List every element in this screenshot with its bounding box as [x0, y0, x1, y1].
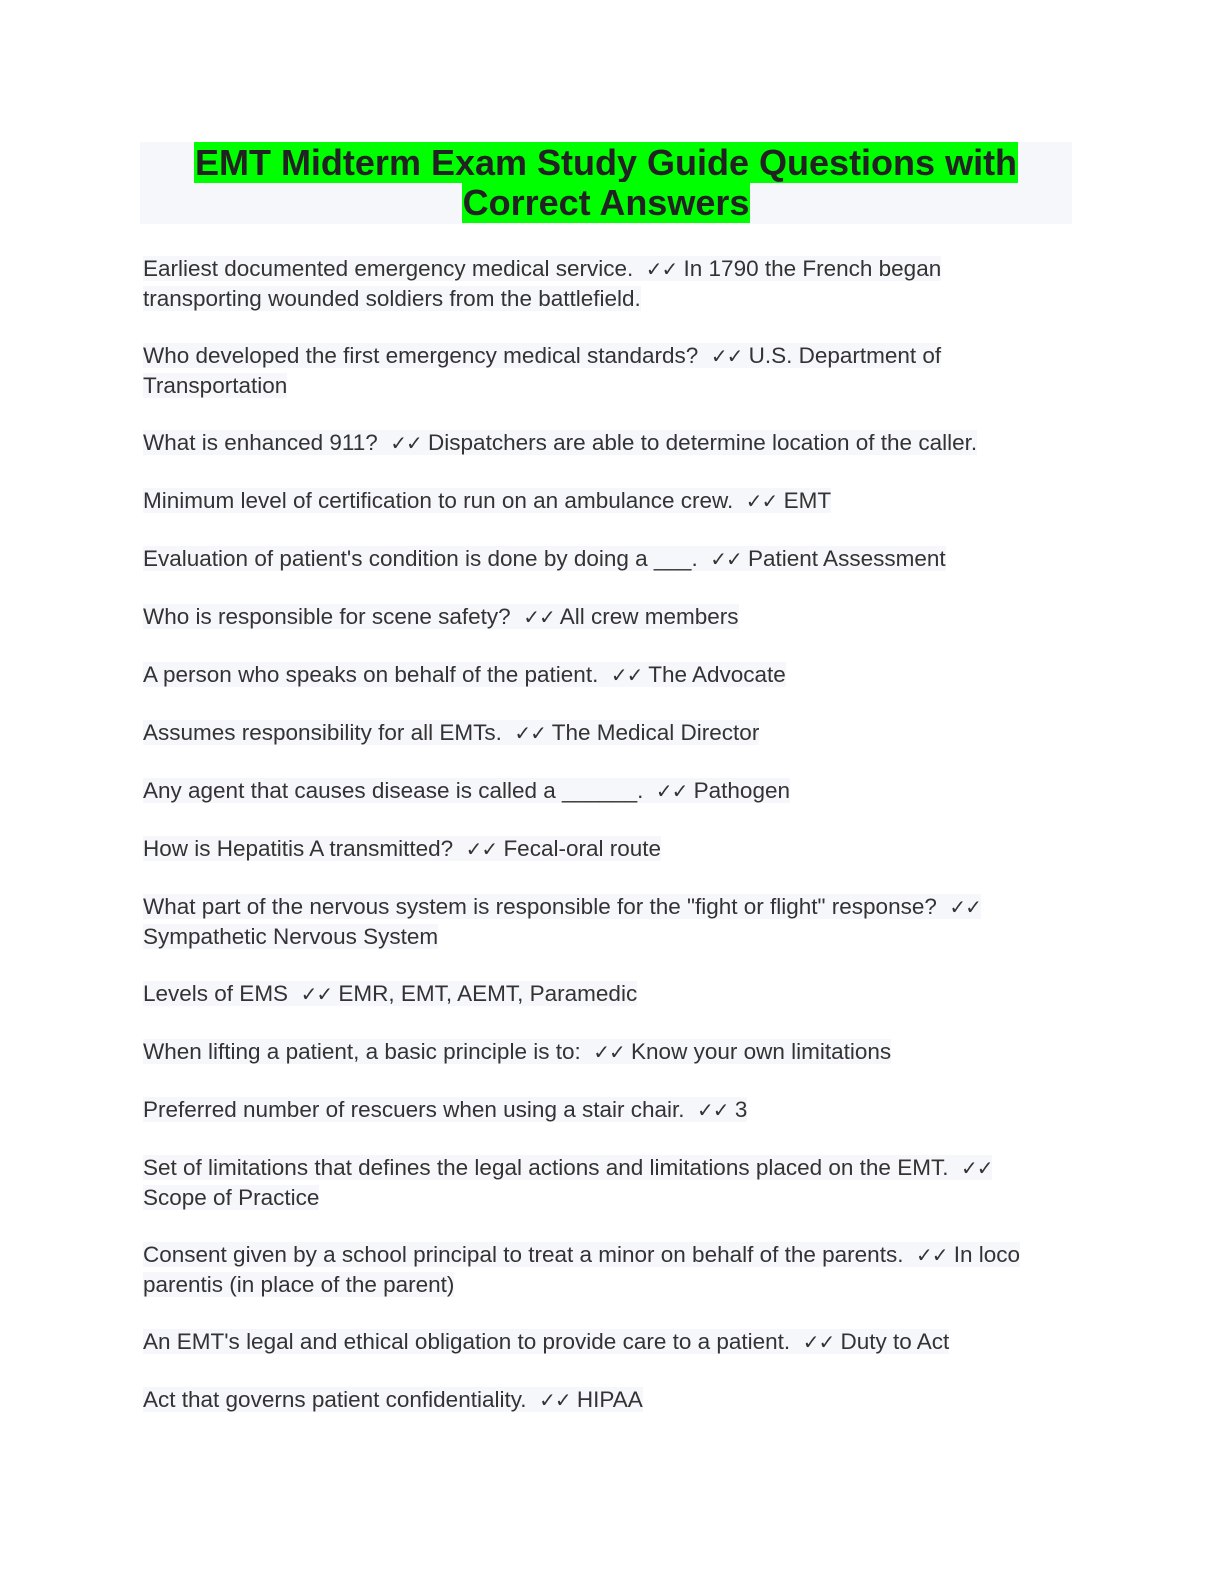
qa-item [143, 602, 1053, 632]
qa-item [143, 718, 1053, 748]
double-check-icon: ✓✓ [745, 489, 778, 513]
qa-item [143, 834, 1053, 864]
double-check-icon: ✓✓ [390, 431, 422, 455]
answer-text: The Medical Director [551, 720, 760, 745]
double-check-icon: ✓✓ [710, 547, 742, 571]
question-text: What is enhanced 911? [143, 430, 378, 455]
question-text: Preferred number of rescuers when using a stair chair. [143, 1097, 685, 1122]
question-text: When lifting a patient, a basic principle is to: [143, 1039, 581, 1064]
double-check-icon: ✓✓ [960, 1156, 993, 1180]
answer-text: U.S. Department of Transportation [143, 343, 942, 398]
qa-item [143, 428, 1053, 458]
answer-text: EMT [783, 488, 832, 513]
double-check-icon: ✓✓ [465, 837, 498, 861]
answer-text: In 1790 the French began transporting wounded soldiers from the battlefield. [143, 256, 942, 311]
question-text: Who is responsible for scene safety? [143, 604, 511, 629]
answer-text: Pathogen [693, 778, 790, 803]
double-check-icon: ✓✓ [300, 982, 333, 1006]
title-block [140, 142, 1072, 224]
qa-item [143, 660, 1053, 690]
qa-list [143, 254, 1053, 1443]
answer-text: Sympathetic Nervous System [143, 924, 439, 949]
question-text: Set of limitations that defines the legal actions and limitations placed on the EMT. [143, 1155, 949, 1180]
question-text: How is Hepatitis A transmitted? [143, 836, 454, 861]
question-text: A person who speaks on behalf of the patient. [143, 662, 599, 687]
answer-text: Know your own limitations [631, 1039, 892, 1064]
question-text: What part of the nervous system is responsible for the "fight or flight" response? [143, 894, 937, 919]
double-check-icon: ✓✓ [514, 721, 546, 745]
double-check-icon: ✓✓ [697, 1098, 729, 1122]
answer-text: Dispatchers are able to determine location of the caller. [428, 430, 978, 455]
question-text: Evaluation of patient's condition is done by doing a ___. [143, 546, 698, 571]
double-check-icon: ✓✓ [949, 895, 981, 919]
question-text: Consent given by a school principal to treat a minor on behalf of the parents. [143, 1242, 904, 1267]
qa-item [143, 892, 1053, 951]
answer-text: HIPAA [576, 1387, 643, 1412]
double-check-icon: ✓✓ [610, 663, 643, 687]
answer-text: Fecal-oral route [503, 836, 662, 861]
qa-item [143, 979, 1053, 1009]
question-text: Any agent that causes disease is called a ______. [143, 778, 644, 803]
double-check-icon: ✓✓ [645, 257, 678, 281]
double-check-icon: ✓✓ [523, 605, 555, 629]
answer-text: The Advocate [648, 662, 786, 687]
double-check-icon: ✓✓ [655, 779, 688, 803]
double-check-icon: ✓✓ [802, 1330, 835, 1354]
qa-item [143, 1037, 1053, 1067]
qa-item [143, 1385, 1053, 1415]
qa-item [143, 776, 1053, 806]
qa-item [143, 254, 1053, 313]
double-check-icon: ✓✓ [915, 1243, 948, 1267]
page-title: EMT Midterm Exam Study Guide Questions with Correct Answers [194, 142, 1018, 223]
question-text: Assumes responsibility for all EMTs. [143, 720, 502, 745]
qa-item [143, 486, 1053, 516]
question-text: Who developed the first emergency medical standards? [143, 343, 699, 368]
qa-item [143, 544, 1053, 574]
question-text: Minimum level of certification to run on an ambulance crew. [143, 488, 734, 513]
question-text: Earliest documented emergency medical service. [143, 256, 634, 281]
answer-text: 3 [734, 1097, 748, 1122]
double-check-icon: ✓✓ [710, 344, 743, 368]
answer-text: Duty to Act [840, 1329, 950, 1354]
answer-text: All crew members [559, 604, 739, 629]
double-check-icon: ✓✓ [593, 1040, 625, 1064]
question-text: An EMT's legal and ethical obligation to provide care to a patient. [143, 1329, 791, 1354]
qa-item [143, 1327, 1053, 1357]
qa-item [143, 1240, 1053, 1299]
double-check-icon: ✓✓ [539, 1388, 571, 1412]
answer-text: Scope of Practice [143, 1185, 320, 1210]
qa-item [143, 1153, 1053, 1212]
qa-item [143, 341, 1053, 400]
qa-item [143, 1095, 1053, 1125]
answer-text: In loco parentis (in place of the parent) [143, 1242, 1021, 1297]
answer-text: Patient Assessment [748, 546, 946, 571]
question-text: Levels of EMS [143, 981, 289, 1006]
question-text: Act that governs patient confidentiality. [143, 1387, 527, 1412]
answer-text: EMR, EMT, AEMT, Paramedic [338, 981, 638, 1006]
